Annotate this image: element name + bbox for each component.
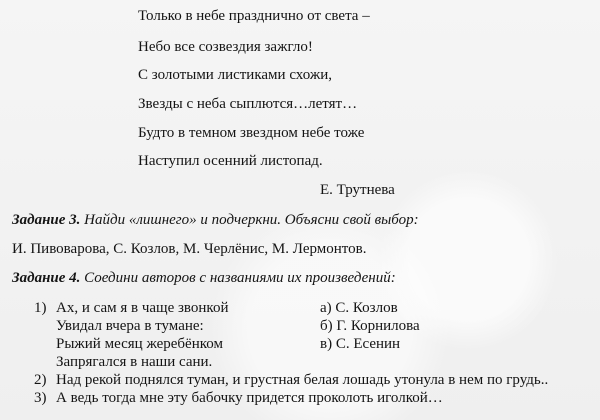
poem-line-1: Только в небе празднично от света – <box>138 8 370 24</box>
task-3-title <box>12 212 419 229</box>
task-3-instruction: Найди «лишнего» и подчеркни. Объясни свой выбор: <box>84 212 419 228</box>
task-4-label: Задание 4. <box>12 270 81 286</box>
task-4-instruction: Соедини авторов с названиями их произведений: <box>84 270 396 286</box>
task-4-item-1-line-2: Увидал вчера в тумане: <box>56 318 204 334</box>
task-4-title <box>12 270 396 287</box>
task-4-item-1-line-4: Запрягался в наши сани. <box>56 354 213 370</box>
task-4-option-c: в) С. Есенин <box>320 336 401 352</box>
task-4-item-1-number: 1) <box>34 300 47 316</box>
poem-line-6: Наступил осенний листопад. <box>138 153 323 169</box>
task-3-label: Задание 3. <box>12 212 81 228</box>
poem-line-3: С золотыми листиками схожи, <box>138 67 332 83</box>
task-4-option-b: б) Г. Корнилова <box>320 318 420 334</box>
task-4-item-1-line-3: Рыжий месяц жеребёнком <box>56 336 223 352</box>
task-4-item-2-number: 2) <box>34 372 47 388</box>
poem-line-4: Звезды с неба сыплются…летят… <box>138 96 358 112</box>
task-4-option-a: а) С. Козлов <box>320 300 398 316</box>
task-4-item-3-number: 3) <box>34 390 47 406</box>
task-4-item-3-line-1: А ведь тогда мне эту бабочку придется проколоть иголкой… <box>56 390 443 406</box>
poem-line-5: Будто в темном звездном небе тоже <box>138 125 365 141</box>
task-3-answer-line: И. Пивоварова, С. Козлов, М. Черлёнис, М. Лермонтов. <box>12 241 367 257</box>
poem-author: Е. Трутнева <box>320 182 395 198</box>
task-4-item-2-line-1: Над рекой поднялся туман, и грустная белая лошадь утонула в нем по грудь.. <box>56 372 549 388</box>
poem-line-2: Небо все созвездия зажгло! <box>138 39 313 55</box>
task-4-item-1-line-1: Ах, и сам я в чаще звонкой <box>56 300 229 316</box>
